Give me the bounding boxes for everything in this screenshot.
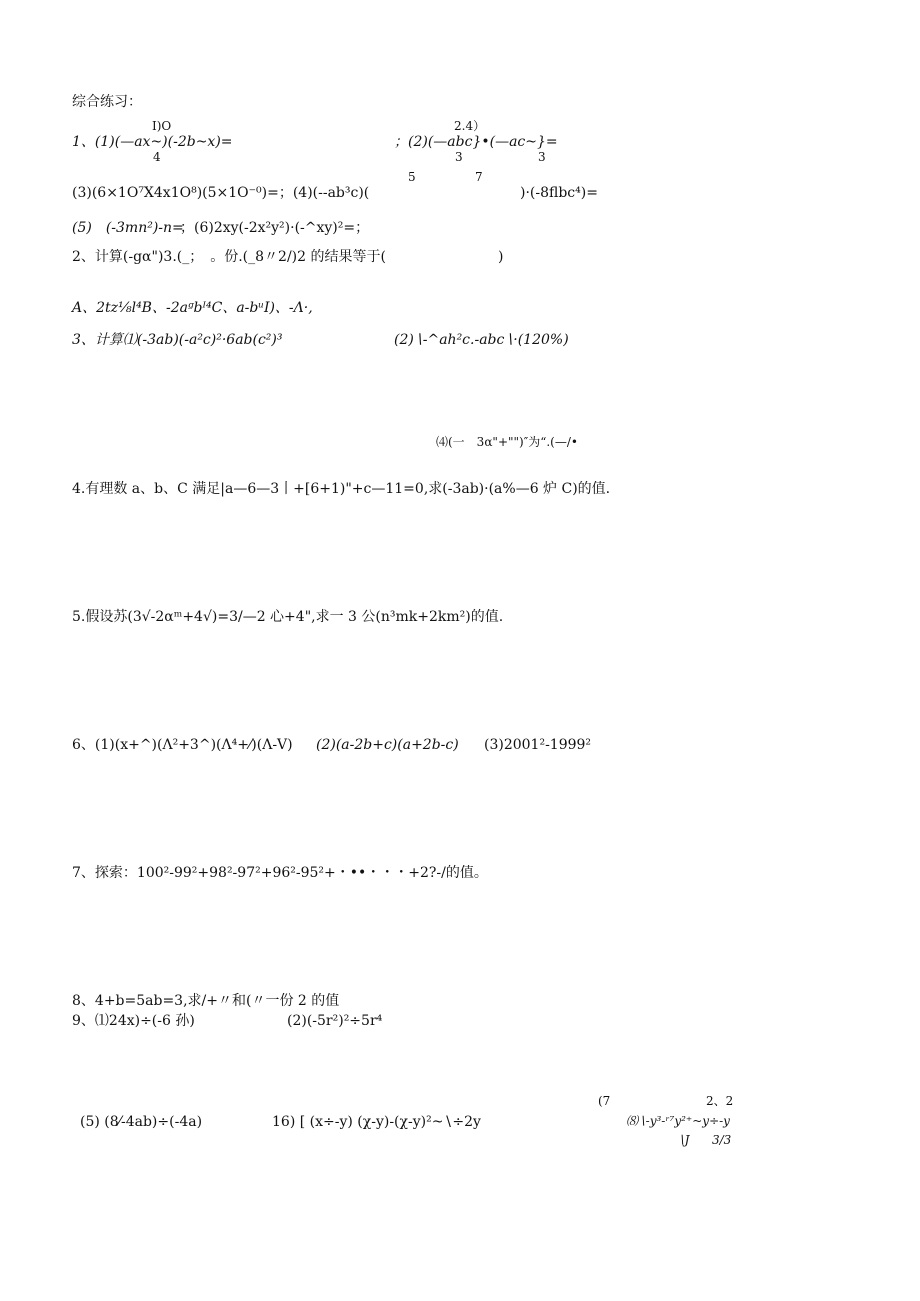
q6-part2: (2)(a-2b+c)(a+2b-c) (316, 737, 459, 753)
q5-question: 5.假设苏(3√-2αᵐ+4√)=3/—2 心+4",求一 3 公(n³mk+2km²)的值. (72, 609, 504, 625)
q9-part2: (2)(-5r²)²÷5r⁴ (287, 1013, 383, 1029)
q7-question: 7、探索：100²-99²+98²-97²+96²-95²+・••・・・+2?-/的值。 (72, 865, 488, 881)
q2-question: 2、计算(-gα")3.(_； 。份.(_8〃2/)2 的结果等于( ) (72, 249, 504, 265)
q1-fraction-denominator-b: 3 (455, 150, 463, 164)
q9-part8-bottom-left: ∖J (677, 1133, 690, 1147)
q3-part4: ⑷(一 3α"+"")″为“.(—/• (436, 435, 578, 449)
q1-part5-line: (5) (-3mn²)-n= (72, 220, 184, 236)
q9-part5: (5) (8⁄-4ab)÷(-4a) (80, 1114, 203, 1130)
q9-part8-expression: ⑻∖-y³-ʳ⁷y²⁺~y÷-y (626, 1114, 730, 1128)
q1-fraction-denominator-a: 4 (153, 150, 161, 164)
q6-part1: 6、(1)(x+^)(Λ²+3^)(Λ⁴+⁄)(Λ-V) (72, 737, 293, 753)
q6-part3: (3)2001²-1999² (484, 737, 592, 753)
q9-part6: 16) [ (x÷-y) (χ-y)-(χ-y)²~∖÷2y (272, 1114, 481, 1130)
q1-part6-line: ；(6)2xy(-2x²y²)·(-^xy)²=； (180, 220, 370, 236)
q1-part4-tail: )·(-8flbc⁴)= (520, 185, 598, 201)
q9-part8-top-left: (7 (598, 1094, 611, 1108)
q3-part2: (2)∖-^ah²c.-abc∖·(120%) (394, 332, 569, 348)
q1-fraction-denominator-c: 3 (538, 150, 546, 164)
q4-question: 4.有理数 a、b、C 满足|a—6—3丨+[6+1)"+c—11=0,求(-3ab)·(a%—6 炉 C)的值. (72, 481, 611, 497)
q9-part8-bottom-right: 3/3 (712, 1133, 732, 1147)
q1-part2-line: ；(2)(—abc}•(—ac~}= (394, 134, 558, 150)
q8-question: 8、4+b=5ab=3,求/+〃和(〃一份 2 的值 (72, 993, 340, 1009)
q1-fraction-numerator-5: 5 (408, 170, 416, 184)
q9-part1: 9、⑴24x)÷(-6 孙) (72, 1013, 195, 1029)
q1-fraction-numerator-b: 2.4） (454, 119, 486, 133)
q9-part8-top-right: 2、2 (706, 1094, 734, 1108)
q1-fraction-numerator-a: I)O (152, 119, 172, 133)
page-title: 综合练习： (72, 94, 142, 110)
q2-options: A、2tz⅛l⁴B、-2aᵍbᴵ⁴C、a-bᵘI)、-Λ·, (72, 300, 313, 316)
q3-part1: 3、计算⑴(-3ab)(-a²c)²·6ab(c²)³ (72, 332, 283, 348)
q1-part1-line: 1、(1)(—ax~)(-2b~x)= (72, 134, 233, 150)
q1-part3-4-line: (3)(6×1O⁷X4x1O⁸)(5×1O⁻⁰)=；(4)(--ab³c)( (72, 185, 370, 201)
q1-fraction-numerator-7: 7 (475, 170, 483, 184)
